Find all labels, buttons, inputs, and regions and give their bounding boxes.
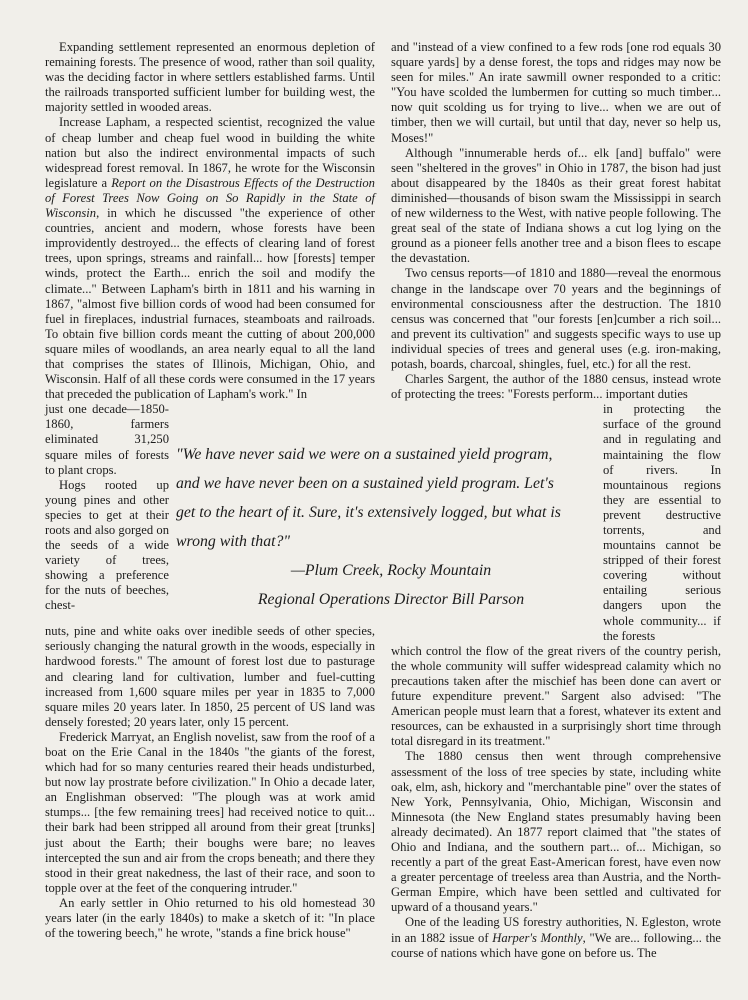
text-run: , in which he discussed "the experience of other countries, ancient and modern, whose forests have been improvidently destroyed... the effects of clearing land of forest trees, upon springs, streams and rainfall... how [forests] temper winds, protect the Earth... enrich the soil and modify the climate..." Between Lapham's birth in 1811 and his warning in 1867, "almost five billion cords of wood had been consumed for fuel in fireplaces, industrial furnaces, steamboats and railroads. To obtain five billion cords meant the cutting of about 200,000 square miles of woodlands, an area nearly equal to all the land that comprises the states of Illinois, Michigan, Ohio, and Wisconsin. Half of all these cords were consumed in the 17 years that preceded the publication of Lapham's work." In — [45, 206, 375, 402]
text-run: One of the leading US forestry authorities, N. Egleston, wrote in an 1882 issue of — [391, 915, 721, 945]
wrap-text-block — [45, 402, 169, 613]
paragraph: which control the flow of the great rivers of the country perish, the whole community will suffer widespread calamity which no precautions taken after the mischief has been done can avert or future expenditure prevent." Sargent also advised: "The American people must learn that a forest, whatever its extent and resources, can be exhausted in a surprisingly short time through total disregard in its treatment." — [391, 643, 721, 749]
paragraph — [391, 915, 721, 960]
quote-line: "We have never said we were on a sustained yield program, — [176, 446, 553, 463]
report-title: Report on the Disastrous Effects of the Destruction of Forest Trees Now Going on So Rapidly in the State of Wisconsin — [45, 175, 375, 221]
pull-quote — [176, 440, 586, 614]
wrap-text-block — [603, 402, 721, 644]
paragraph: The 1880 census then went through comprehensive assessment of the loss of tree species by state, including white oak, elm, ash, hickory and "merchantable pine" over the states of New York, Pennsylvania, Ohio, Michigan, Wisconsin and Minnesota (the New England states presumably having been already decimated). An 1877 report claimed that "the states of Ohio and Indiana, and the southern part... of... Michigan, so recently a part of the great East-American forest, have even now a greater percentage of treeless area than Austria, and the North-German Empire, which have been settled and cultivated for upward of a thousand years." — [391, 749, 721, 915]
publication-title: Harper's Monthly — [492, 930, 583, 945]
paragraph: just one decade—1850-1860, farmers eliminated 31,250 square miles of forests to plant crops. — [45, 402, 169, 477]
paragraph: Two census reports—of 1810 and 1880—reveal the enormous change in the landscape over 70 years and the beginnings of environmental consciousness after the destruction. The 1810 census was concerned that "our forests [en]cumber a rich soil... and prevent its cultivation" and suggests specific ways to use up individual species of trees and general uses (e.g. iron-making, potash, boards, charcoal, shingles, fuel, etc.) for all the rest. — [391, 266, 721, 371]
paragraph: and "instead of a view confined to a few rods [one rod equals 30 square yards] by a dense forest, the tops and ridges may now be seen for miles." An irate sawmill owner responded to a critic: "You have scolded the lumbermen for cutting so much timber... now quit scolding us for trying to live... when we are out of timber, then we will curtail, but until that day, never so help us, Moses!" — [391, 40, 721, 145]
paragraph: Although "innumerable herds of... elk [and] buffalo" were seen "sheltered in the groves" in Ohio in 1787, the bison had just about disappeared by the 1840s as their great forest habitat diminished—thousands of bison swam the Mississippi in search of new wilderness to the West, with native people following. The great seal of the state of Indiana shows a cut log lying on the ground as a pioneer fells another tree and a bison flees to escape the devastation. — [391, 145, 721, 266]
quote-line: get to the heart of it. Sure, it's extensively logged, but what is — [176, 504, 561, 521]
paragraph: in protecting the surface of the ground and in regulating and maintaining the flow of rivers. In mountainous regions they are essential to prevent destructive torrents, and mountains cannot be stripped of their forest covering without entailing serious dangers upon the whole community... if the forests — [603, 402, 721, 643]
quote-attribution: —Plum Creek, Rocky Mountain — [290, 562, 492, 579]
text-run: , "We are... following... the course of nations which have gone on before us. The — [391, 930, 721, 960]
paragraph: Expanding settlement represented an enormous depletion of remaining forests. The presence of wood, rather than soil quality, was the deciding factor in where settlers established farms. Until the railroads transported sufficient lumber for building west, the majority settled in wooded areas. — [45, 40, 375, 115]
quote-line: wrong with that?" — [176, 533, 291, 550]
paragraph: Frederick Marryat, an English novelist, saw from the roof of a boat on the Erie Canal in the 1840s "the giants of the forest, which had for so many centuries reared their heads undisturbed, but now lay prostrate before civilization." In Ohio a decade later, an Englishman observed: "The plough was at work amid stumps... [the few remaining trees] had received notice to quit... their bark had been stripped all around from their great [trunks] just about the Earth; their boughs were bare; no leaves intercepted the sun and air from the crops beneath; and there they stood in their great nakedness, the last of their race, and soon to topple over at the feet of the conquering intruder." — [45, 729, 375, 895]
quote-line: and we have never been on a sustained yield program. Let's — [176, 475, 554, 492]
quote-attribution: Regional Operations Director Bill Parson — [257, 591, 525, 608]
text-run: Increase Lapham, a respected scientist, recognized the value of cheap lumber and cheap fuel wood in building the white nation but also the indirect environmental impacts of such widespread forest removal. In 1867, he wrote for the Wisconsin legislature a — [45, 115, 375, 190]
paragraph — [45, 115, 375, 402]
paragraph: Hogs rooted up young pines and other species to get at their roots and also gorged on the seeds of a wide variety of trees, showing a preference for the nuts of beeches, chest- — [45, 477, 169, 613]
paragraph: nuts, pine and white oaks over inedible seeds of other species, seriously changing the natural growth in the woods, especially in hardwood forests." The amount of forest lost due to pasturage and clearing land for cultivation, lumber and fuel-cutting increased from 1,600 square miles per year in 1835 to 7,000 square miles 20 years later. In 1850, 25 percent of US land was densely forested; 20 years later, only 15 percent. — [45, 624, 375, 729]
paragraph: An early settler in Ohio returned to his old homestead 30 years later (in the early 1840s) to make a sketch of it: "In place of the towering beech," he wrote, "stands a fine brick house" — [45, 895, 375, 941]
paragraph: Charles Sargent, the author of the 1880 census, instead wrote of protecting the trees: "Forests perform... important duties — [391, 372, 721, 402]
